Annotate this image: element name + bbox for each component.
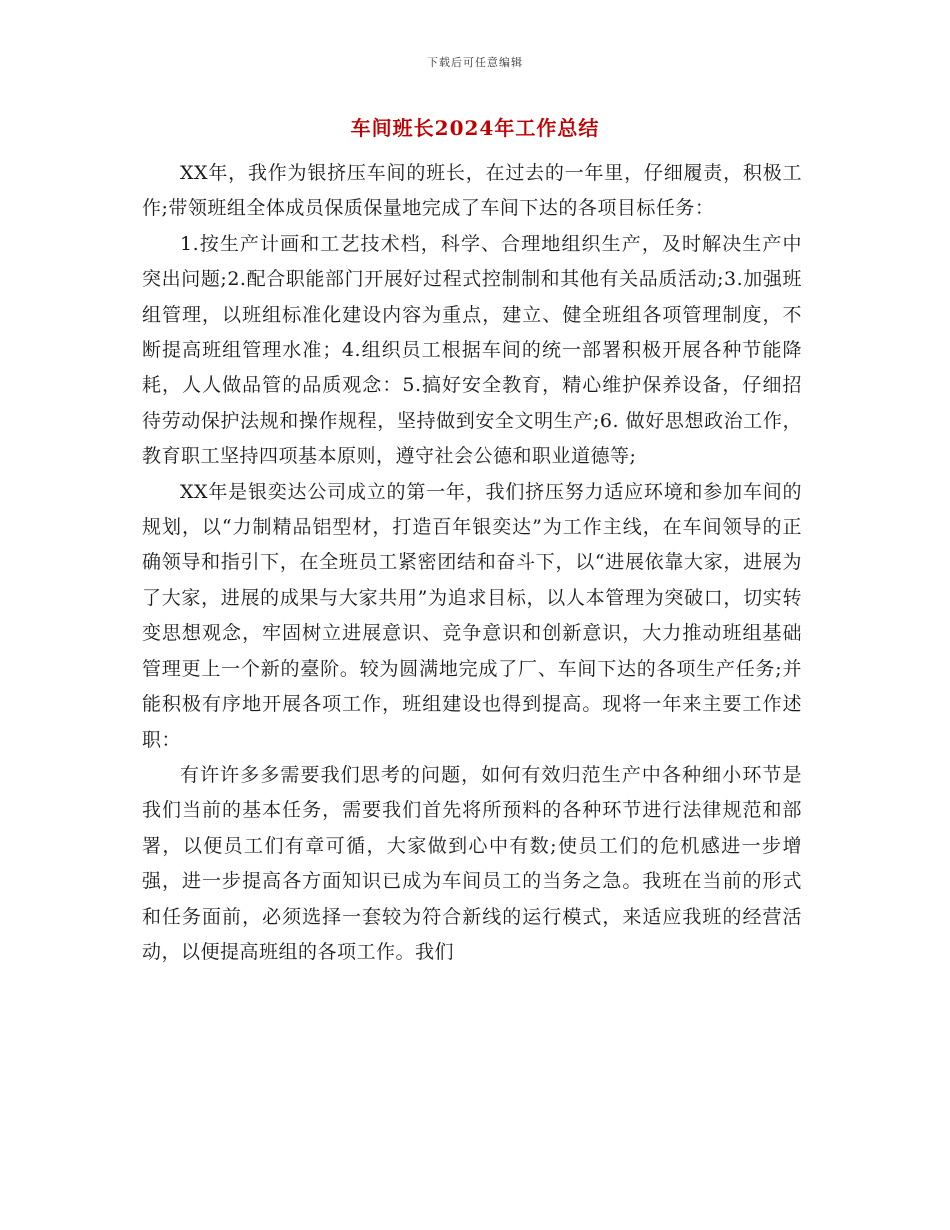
page-header-note: 下载后可任意编辑 bbox=[427, 56, 523, 69]
paragraph-duties: 1.按生产计画和工艺技术档，科学、合理地组织生产，及时解决生产中突出问题;2.配合职能部门开展好过程式控制制和其他有关品质活动;3.加强班组管理，以班组标准化建设内容为重点，建立、健全班组各项管理制度，不断提高班组管理水准；4.组织员工根据车间的统一部署积极开展各种节能降耗，人人做品管的品质观念：5.搞好安全教育，精心维护保养设备，仔细招待劳动保护法规和操作规程，坚持做到安全文明生产;6. 做好思想政治工作，教育职工坚持四项基本原则，遵守社会公德和职业道德等; bbox=[142, 232, 802, 468]
paragraph-overview: XX年是银奕达公司成立的第一年，我们挤压努力适应环境和参加车间的规划，以“力制精品铝型材，打造百年银奕达”为工作主线，在车间领导的正确领导和指引下，在全班员工紧密团结和奋斗下，以“进展依靠大家，进展为了大家，进展的成果与大家共用”为追求目标，以人本管理为突破口，切实转变思想观念，牢固树立进展意识、竞争意识和创新意识，大力推动班组基础管理更上一个新的臺阶。较为圆满地完成了厂、车间下达的各项生产任务;并能积极有序地开展各项工作，班组建设也得到提高。现将一年来主要工作述职： bbox=[142, 480, 802, 751]
paragraph-problems: 有许许多多需要我们思考的问题，如何有效归范生产中各种细小环节是我们当前的基本任务，需要我们首先将所预料的各种环节进行法律规范和部署，以便员工们有章可循，大家做到心中有数;使员工们的危机感进一步增强，进一步提高各方面知识已成为车间员工的当务之急。我班在当前的形式和任务面前，必须选择一套较为符合新线的运行模式，来适应我班的经营活动，以便提高班组的各项工作。我们 bbox=[142, 763, 802, 963]
document-body bbox=[142, 156, 802, 970]
paragraph-intro: XX年，我作为银挤压车间的班长，在过去的一年里，仔细履责，积极工作;带领班组全体成员保质保量地完成了车间下达的各项目标任务： bbox=[142, 162, 802, 220]
document-title: 车间班长2024年工作总结 bbox=[350, 116, 600, 140]
